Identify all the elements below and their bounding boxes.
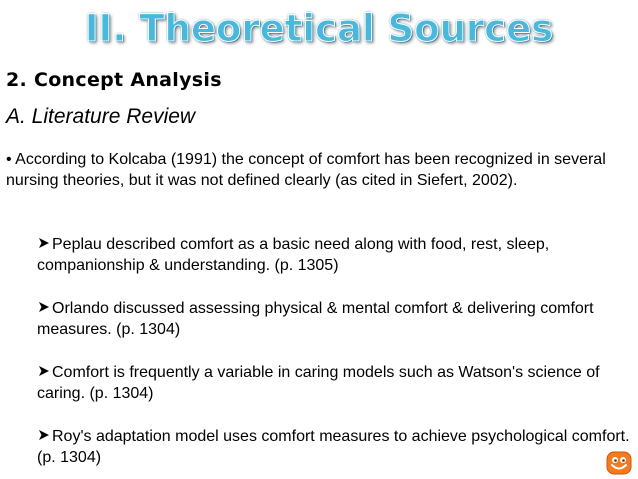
arrow-bullet-icon [37,429,51,441]
arrow-bullet-icon [37,237,51,249]
list-item-text: Orlando discussed assessing physical & mental comfort & delivering comfort measures. (p. 1304) [37,300,594,338]
section-heading: 2. Concept Analysis [6,69,222,91]
intro-bullet: • [6,151,12,168]
arrow-bullet-icon [37,365,51,377]
list-item [37,426,633,468]
list-item [37,298,633,340]
slide-title: II. Theoretical Sources [84,7,554,50]
intro-text: According to Kolcaba (1991) the concept of comfort has been recognized in several nursing theories, but it was not defined clearly (as cited in Siefert, 2002). [6,151,606,189]
list-item-text: Peplau described comfort as a basic need along with food, rest, sleep, companionship & understanding. (p. 1305) [37,236,550,274]
list-item [37,234,633,276]
list-item [37,362,633,404]
list-item-text: Roy's adaptation model uses comfort measures to achieve psychological comfort. (p. 1304) [37,428,630,466]
intro-paragraph [6,149,630,191]
list-item-text: Comfort is frequently a variable in caring models such as Watson's science of caring. (p. 1304) [37,364,600,402]
sub-heading: A. Literature Review [6,105,196,128]
arrow-bullet-icon [37,301,51,313]
smiley-icon [606,451,632,475]
